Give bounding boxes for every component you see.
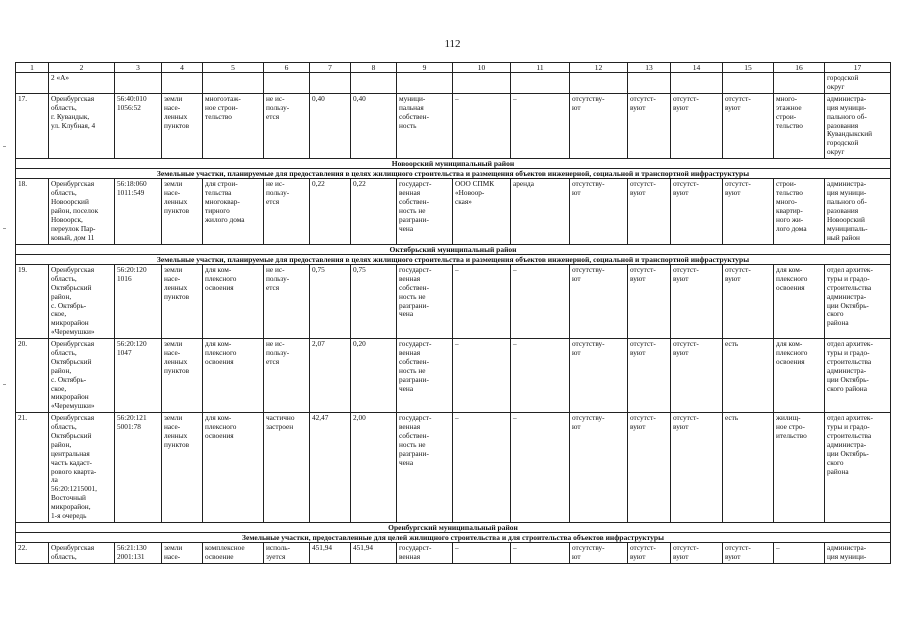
column-number: 2 — [49, 63, 115, 73]
column-number: 4 — [162, 63, 203, 73]
table-cell: – — [511, 413, 570, 523]
table-cell: – — [453, 339, 511, 413]
column-number: 6 — [264, 63, 310, 73]
table-cell: – — [453, 264, 511, 338]
table-cell: отсутст- вуют — [723, 543, 774, 564]
section-heading-row — [16, 254, 891, 264]
table-row — [16, 93, 891, 158]
table-cell: отсутству- ют — [570, 339, 628, 413]
table-cell: строи- тельство много- квартир- ного жи- лого дома — [774, 179, 825, 244]
table-cell: 56:20:121 5001:78 — [115, 413, 162, 523]
table-cell: 0,22 — [310, 179, 351, 244]
section-heading: Земельные участки, планируемые для предоставления в целях жилищного строительства и размещения объектов инженерной, социальной и транспортной инфраструктуры — [16, 169, 891, 179]
table-cell: 22. — [16, 543, 49, 564]
table-cell: 0,75 — [310, 264, 351, 338]
table-cell: – — [511, 264, 570, 338]
section-heading: Земельные участки, предоставленные для целей жилищного строительства и для строительства объектов инфраструктуры — [16, 533, 891, 543]
table-cell: отсутст- вуют — [723, 93, 774, 158]
table-cell: жилищ- ное стро- ительство — [774, 413, 825, 523]
table-cell: отсутст- вуют — [723, 179, 774, 244]
table-cell: отсутст- вуют — [628, 339, 671, 413]
column-number: 7 — [310, 63, 351, 73]
table-cell: не ис- пользу- ется — [264, 264, 310, 338]
table-cell: 56:21:130 2001:131 — [115, 543, 162, 564]
table-cell: 0,20 — [351, 339, 397, 413]
table-cell: 56:20:120 1016 — [115, 264, 162, 338]
table-cell: много- этажное строи- тельство — [774, 93, 825, 158]
table-cell: для ком- плексного освоения — [774, 339, 825, 413]
table-cell: – — [511, 93, 570, 158]
section-heading: Октябрьский муниципальный район — [16, 244, 891, 254]
table-cell — [16, 73, 49, 94]
section-heading-row — [16, 169, 891, 179]
table-cell: Оренбургская область, Октябрьский район, с. Октябрь- ское, микрорайон «Черемушки» — [49, 264, 115, 338]
column-number: 10 — [453, 63, 511, 73]
table-cell: не ис- пользу- ется — [264, 339, 310, 413]
column-number: 1 — [16, 63, 49, 73]
table-cell: 18. — [16, 179, 49, 244]
table-cell: администра- ция муници- — [825, 543, 891, 564]
table-cell: отсутст- вуют — [628, 264, 671, 338]
table-cell: отдел архитек- туры и градо- строительства администра- ции Октябрь- ского района — [825, 413, 891, 523]
table-cell: 20. — [16, 339, 49, 413]
table-cell: – — [511, 543, 570, 564]
table-cell: ООО СПМК «Новоор- ская» — [453, 179, 511, 244]
table-cell: Оренбургская область, Новоорский район, поселок Новоорск, переулок Пар- ковый, дом 11 — [49, 179, 115, 244]
table-cell — [723, 73, 774, 94]
table-cell: исполь- зуется — [264, 543, 310, 564]
column-number: 12 — [570, 63, 628, 73]
table-cell: администра- ция муници- пального об- разования Кувандыкский городской округ — [825, 93, 891, 158]
table-cell: 56:20:120 1047 — [115, 339, 162, 413]
table-cell — [162, 73, 203, 94]
table-cell — [115, 73, 162, 94]
margin-tick — [3, 146, 6, 147]
table-cell — [774, 73, 825, 94]
table-cell: 0,22 — [351, 179, 397, 244]
table-cell: отсутст- вуют — [671, 543, 723, 564]
section-heading: Оренбургский муниципальный район — [16, 522, 891, 532]
table-cell: отсутству- ют — [570, 179, 628, 244]
table-cell: аренда — [511, 179, 570, 244]
table-cell: есть — [723, 339, 774, 413]
column-number-row — [16, 63, 891, 73]
column-number: 15 — [723, 63, 774, 73]
table-cell: администра- ция муници- пального об- разования Новоорский муниципаль- ный район — [825, 179, 891, 244]
table-cell: земли насе- ленных пунктов — [162, 413, 203, 523]
table-cell: Оренбургская область, — [49, 543, 115, 564]
table-row — [16, 73, 891, 94]
table-cell: государст- венная собствен- ность не разграни- чена — [397, 179, 453, 244]
margin-tick — [3, 384, 6, 385]
table-cell: 451,94 — [310, 543, 351, 564]
table-cell: – — [774, 543, 825, 564]
table-cell — [628, 73, 671, 94]
table-row — [16, 179, 891, 244]
table-cell: 0,75 — [351, 264, 397, 338]
table-cell: – — [453, 413, 511, 523]
table-cell: – — [453, 93, 511, 158]
table-body — [16, 63, 891, 564]
table-cell: для ком- плексного освоения — [203, 339, 264, 413]
table-row — [16, 339, 891, 413]
table-cell: – — [453, 543, 511, 564]
table-cell: городской округ — [825, 73, 891, 94]
table-cell: отсутст- вуют — [628, 93, 671, 158]
table-cell — [351, 73, 397, 94]
land-plots-table — [15, 62, 891, 564]
table-cell: отсутству- ют — [570, 413, 628, 523]
table-row — [16, 543, 891, 564]
table-cell: 56:40:010 1056:52 — [115, 93, 162, 158]
margin-tick — [3, 228, 6, 229]
table-cell: 56:18:060 1011:549 — [115, 179, 162, 244]
section-heading: Новоорский муниципальный район — [16, 159, 891, 169]
table-cell: отсутст- вуют — [671, 264, 723, 338]
table-cell: 2,00 — [351, 413, 397, 523]
table-cell — [570, 73, 628, 94]
column-number: 13 — [628, 63, 671, 73]
table-cell — [511, 73, 570, 94]
table-cell: Оренбургская область, Октябрьский район, с. Октябрь- ское, микрорайон «Черемушки» — [49, 339, 115, 413]
table-row — [16, 264, 891, 338]
table-cell: земли насе- — [162, 543, 203, 564]
table-cell: для ком- плексного освоения — [203, 413, 264, 523]
table-cell: отсутст- вуют — [628, 179, 671, 244]
table-cell: 42,47 — [310, 413, 351, 523]
table-cell: Оренбургская область, Октябрьский район, центральная часть кадаст- рового кварта- ла 56:20:1215001, Восточный микрорайон, 1-я очередь — [49, 413, 115, 523]
table-cell — [264, 73, 310, 94]
table-cell: – — [511, 339, 570, 413]
table-cell — [453, 73, 511, 94]
table-cell: для ком- плексного освоения — [774, 264, 825, 338]
table-cell: 17. — [16, 93, 49, 158]
table-cell: отдел архитек- туры и градо- строительства администра- ции Октябрь- ского района — [825, 264, 891, 338]
section-heading-row — [16, 533, 891, 543]
table-cell: земли насе- ленных пунктов — [162, 93, 203, 158]
table-cell: отдел архитек- туры и градо- строительства администра- ции Октябрь- ского района — [825, 339, 891, 413]
table-cell: частично застроен — [264, 413, 310, 523]
table-cell: 0,40 — [351, 93, 397, 158]
table-cell: для ком- плексного освоения — [203, 264, 264, 338]
table-cell: отсутст- вуют — [671, 339, 723, 413]
column-number: 3 — [115, 63, 162, 73]
table-cell: 21. — [16, 413, 49, 523]
column-number: 16 — [774, 63, 825, 73]
table-cell: государст- венная собствен- ность не разграни- чена — [397, 413, 453, 523]
table-cell: земли насе- ленных пунктов — [162, 264, 203, 338]
column-number: 11 — [511, 63, 570, 73]
table-cell: отсутст- вуют — [628, 543, 671, 564]
table-cell: 2 «А» — [49, 73, 115, 94]
column-number: 8 — [351, 63, 397, 73]
table-cell — [397, 73, 453, 94]
table-cell: отсутст- вуют — [723, 264, 774, 338]
table-cell: Оренбургская область, г. Кувандык, ул. Клубная, 4 — [49, 93, 115, 158]
table-cell: земли насе- ленных пунктов — [162, 339, 203, 413]
table-cell: для строи- тельства многоквар- тирного жилого дома — [203, 179, 264, 244]
table-cell: земли насе- ленных пунктов — [162, 179, 203, 244]
table-cell: 451,94 — [351, 543, 397, 564]
table-cell: многоэтаж- ное строи- тельство — [203, 93, 264, 158]
table-cell: 19. — [16, 264, 49, 338]
table-cell: отсутству- ют — [570, 93, 628, 158]
table-row — [16, 413, 891, 523]
column-number: 14 — [671, 63, 723, 73]
table-cell: отсутст- вуют — [671, 93, 723, 158]
table-cell: не ис- пользу- ется — [264, 93, 310, 158]
table-cell: комплексное освоение — [203, 543, 264, 564]
page-number: 112 — [444, 38, 461, 50]
table-cell: отсутст- вуют — [671, 179, 723, 244]
table-cell: отсутст- вуют — [671, 413, 723, 523]
table-cell: государст- венная собствен- ность не разграни- чена — [397, 339, 453, 413]
section-heading-row — [16, 159, 891, 169]
table-cell: 0,40 — [310, 93, 351, 158]
table-cell: государст- венная — [397, 543, 453, 564]
table-cell — [310, 73, 351, 94]
table-cell: отсутству- ют — [570, 264, 628, 338]
table-cell: не ис- пользу- ется — [264, 179, 310, 244]
table-cell: есть — [723, 413, 774, 523]
section-heading: Земельные участки, планируемые для предоставления в целях жилищного строительства и размещения объектов инженерной, социальной и транспортной инфраструктуры — [16, 254, 891, 264]
section-heading-row — [16, 244, 891, 254]
table-cell — [203, 73, 264, 94]
table-cell — [671, 73, 723, 94]
column-number: 5 — [203, 63, 264, 73]
table-cell: отсутст- вуют — [628, 413, 671, 523]
column-number: 17 — [825, 63, 891, 73]
section-heading-row — [16, 522, 891, 532]
table-cell: муници- пальная собствен- ность — [397, 93, 453, 158]
column-number: 9 — [397, 63, 453, 73]
table-cell: отсутству- ют — [570, 543, 628, 564]
table-cell: 2,07 — [310, 339, 351, 413]
table-cell: государст- венная собствен- ность не разграни- чена — [397, 264, 453, 338]
